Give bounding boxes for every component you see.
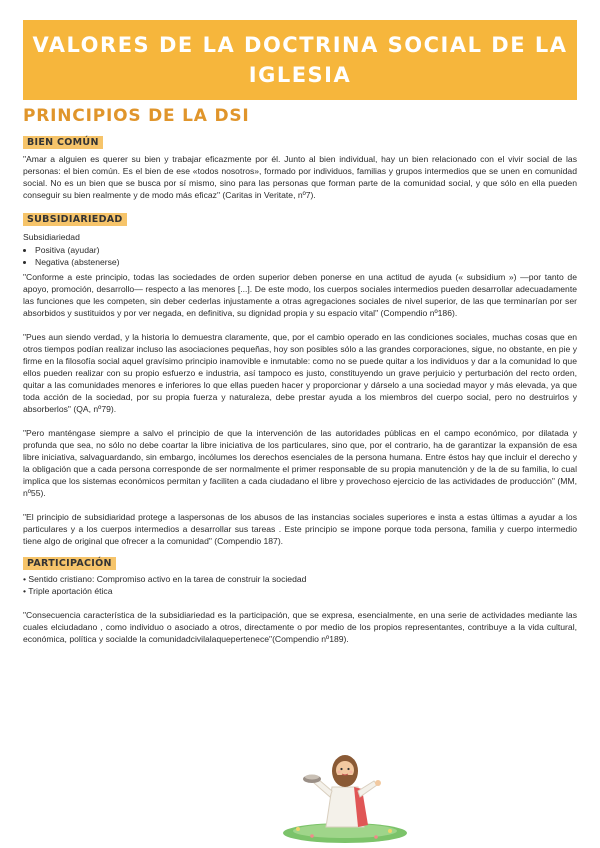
page-title: VALORES DE LA DOCTRINA SOCIAL DE LA IGLESIA (32, 33, 568, 87)
list-item: • Triple aportación ética (23, 585, 577, 597)
title-banner (23, 20, 577, 100)
bien-comun-quote: "Amar a alguien es querer su bien y trabajar eficazmente por él. Junto al bien individual, hay un bien relacionado con el vivir social de las personas: el bien común. Es el bien de ese «todos nosotros», formado por individuos, familias y grupos intermedios que se unen en comunidad social. No es un bien que se busca por sí mismo, sino para las personas que forman parte de la comunidad social, y que sólo en ella pueden conseguir su bien realmente y de modo más eficaz" (Caritas in Veritate, nº7). (23, 154, 577, 200)
section-label-subsidiariedad: SUBSIDIARIEDAD (23, 213, 127, 226)
participacion-list (23, 573, 577, 597)
main-heading: PRINCIPIOS DE LA DSI (23, 106, 250, 126)
subsidiariedad-quote-1: "Conforme a este principio, todas las sociedades de orden superior deben ponerse en una actitud de ayuda (« subsidium ») —por tanto de apoyo, promoción, desarrollo— respecto a las menores [...]. De este modo, los cuerpos sociales intermedios pueden desarrollar adecuadamente las funciones que les competen, sin deber cederlas injustamente a otras agregaciones sociales de nivel superior, de las que terminarían por ser absorbidos y sustituidos y por ver negada, en definitiva, su dignidad propia y su espacio vital" (Compendio nº186). (23, 272, 577, 318)
subsidiariedad-quote-2: "Pues aun siendo verdad, y la historia lo demuestra claramente, que, por el cambio operado en las condiciones sociales, muchas cosas que en otros tiempos podían realizar incluso las asociaciones pequeñas, hoy son posibles sólo a las grandes corporaciones, sigue, no obstante, en pie y firme en la filosofía social aquel gravísimo principio inamovible e inmutable: como no se puede quitar a los individuos y dar a la comunidad lo que ellos pueden realizar con su propio esfuerzo e industria, así tampoco es justo, constituyendo un grave perjuicio y perturbación del recto orden, quitar a las comunidades menores e inferiores lo que ellas pueden hacer y proporcionar y dárselo a una sociedad mayor y más elevada, ya que toda acción de la sociedad, por su propia fuerza y naturaleza, debe prestar ayuda a los miembros del cuerpo social, pero no destruirlos y absorberlos" (QA, nº79). (23, 332, 577, 414)
section-label-bien-comun: BIEN COMÚN (23, 136, 103, 149)
jesus-cartoon-illustration (278, 745, 413, 845)
subsidiariedad-quote-3: "Pero manténgase siempre a salvo el principio de que la intervención de las autoridades públicas en el campo económico, por dilatada y profunda que sea, no sólo no debe coartar la libre iniciativa de los particulares, sino que, por el contrario, ha de garantizar la expansión de esa libre iniciativa, salvaguardando, sin embargo, incólumes los derechos esenciales de la persona humana. Entre éstos hay que incluir el derecho y la obligación que a cada persona corresponde de ser normalmente el primer responsable de su propia manutención y de la de su familia, lo cual implica que los sistemas económicos permitan y faciliten a cada ciudadano el libre y provechoso ejercicio de las actividades de producción" (MM, nº55). (23, 428, 577, 498)
subsidiariedad-intro: Subsidiariedad (23, 232, 80, 242)
document-body (23, 104, 577, 645)
participacion-quote: "Consecuencia característica de la subsidiariedad es la participación, que se expresa, esencialmente, en una serie de actividades mediante las cuales elciudadano , como individuo o asociado a otros, directamente o por medio de los propios representantes, contribuye a la vida cultural, económica, política y socialde la comunidadcivilalaquepertenece"(Compendio nº189). (23, 610, 577, 644)
list-item: • Negativa (abstenerse) (35, 256, 577, 268)
list-item: • Sentido cristiano: Compromiso activo en la tarea de construir la sociedad (23, 573, 577, 585)
subsidiariedad-list (23, 244, 577, 268)
subsidiariedad-quote-4: "El principio de subsidiaridad protege a laspersonas de los abusos de las instancias sociales superiores e insta a estas últimas a ayudar a los particulares y a los cuerpos intermedios a desarrollar sus tareas . Este principio se impone porque toda persona, familia y cuerpo intermedio tiene algo de original que ofrecer a la comunidad" (Compendio 187). (23, 512, 577, 546)
section-label-participacion: PARTICIPACIÓN (23, 557, 116, 570)
list-item: • Positiva (ayudar) (35, 244, 577, 256)
